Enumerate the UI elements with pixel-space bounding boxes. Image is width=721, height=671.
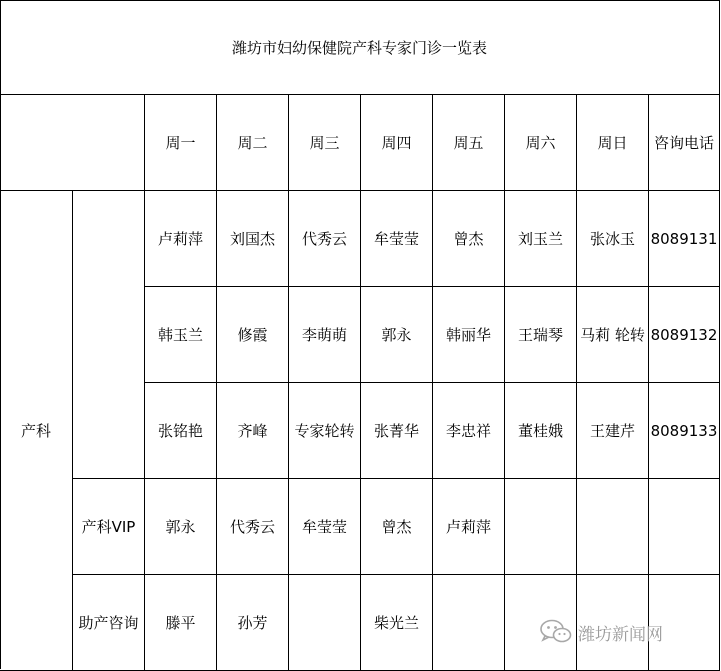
watermark-text: 潍坊新闻网: [578, 624, 663, 645]
header-day-7: 周日: [577, 95, 649, 191]
doctor-cell: 滕平: [145, 575, 217, 671]
doctor-cell: 郭永: [145, 479, 217, 575]
doctor-cell: 牟莹莹: [361, 191, 433, 287]
phone-cell: [649, 479, 720, 575]
doctor-cell: 卢莉萍: [145, 191, 217, 287]
wechat-icon: [540, 619, 572, 645]
table-title: 潍坊市妇幼保健院产科专家门诊一览表: [0, 0, 720, 95]
doctor-cell: 专家轮转: [289, 383, 361, 479]
doctor-cell: 柴光兰: [361, 575, 433, 671]
doctor-cell: 刘国杰: [217, 191, 289, 287]
doctor-cell: 董桂娥: [505, 383, 577, 479]
header-day-4: 周四: [361, 95, 433, 191]
doctor-cell: 孙芳: [217, 575, 289, 671]
doctor-cell: 李萌萌: [289, 287, 361, 383]
doctor-cell: 张铭艳: [145, 383, 217, 479]
doctor-cell: 曾杰: [433, 191, 505, 287]
doctor-cell: 郭永: [361, 287, 433, 383]
doctor-cell: 韩玉兰: [145, 287, 217, 383]
doctor-cell: 修霞: [217, 287, 289, 383]
phone-cell: 8089132: [649, 287, 720, 383]
header-day-3: 周三: [289, 95, 361, 191]
header-blank-cell: [0, 95, 145, 191]
doctor-cell: [577, 479, 649, 575]
doctor-cell: 刘玉兰: [505, 191, 577, 287]
doctor-cell: [289, 575, 361, 671]
header-day-1: 周一: [145, 95, 217, 191]
group-label-vip: 产科VIP: [73, 479, 145, 575]
doctor-cell: 代秀云: [217, 479, 289, 575]
watermark: [540, 617, 663, 647]
header-day-5: 周五: [433, 95, 505, 191]
doctor-cell: [505, 479, 577, 575]
department-cell: 产科: [0, 191, 73, 671]
group-label-main: [73, 191, 145, 479]
doctor-cell: [433, 575, 505, 671]
doctor-cell: 张菁华: [361, 383, 433, 479]
doctor-cell: 代秀云: [289, 191, 361, 287]
doctor-cell: 曾杰: [361, 479, 433, 575]
doctor-cell: 马莉 轮转: [577, 287, 649, 383]
doctor-cell: 张冰玉: [577, 191, 649, 287]
header-phone: 咨询电话: [649, 95, 720, 191]
doctor-cell: 王瑞琴: [505, 287, 577, 383]
phone-cell: 8089131: [649, 191, 720, 287]
doctor-cell: 卢莉萍: [433, 479, 505, 575]
header-day-6: 周六: [505, 95, 577, 191]
doctor-cell: 李忠祥: [433, 383, 505, 479]
doctor-cell: 牟莹莹: [289, 479, 361, 575]
phone-cell: 8089133: [649, 383, 720, 479]
group-label-consult: 助产咨询: [73, 575, 145, 671]
header-day-2: 周二: [217, 95, 289, 191]
doctor-cell: 王建芹: [577, 383, 649, 479]
doctor-cell: 韩丽华: [433, 287, 505, 383]
doctor-cell: 齐峰: [217, 383, 289, 479]
